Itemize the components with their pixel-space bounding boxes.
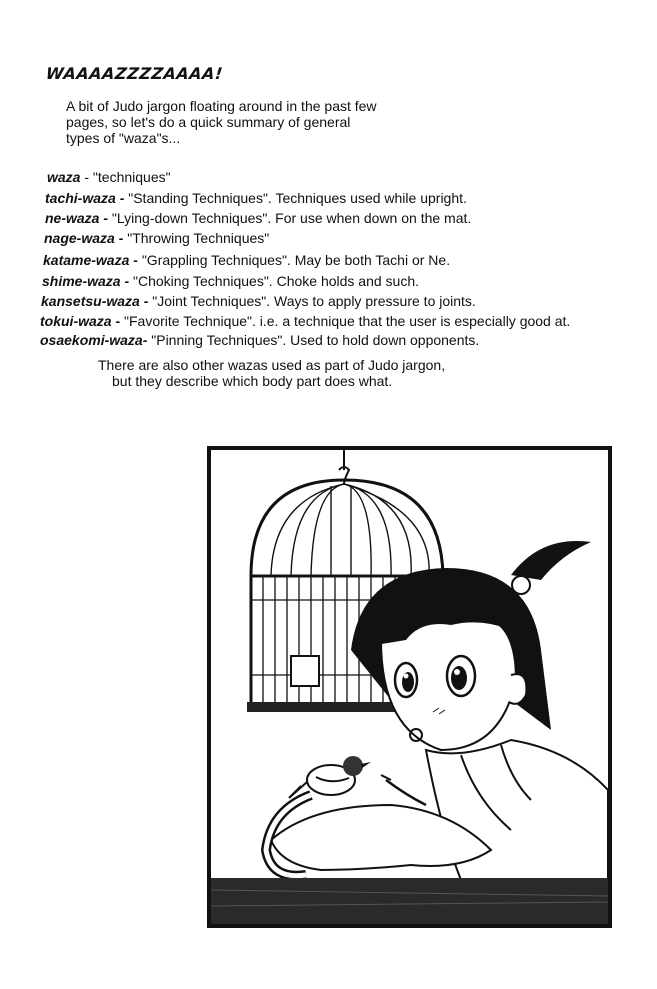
glossary-item bbox=[45, 189, 467, 207]
glossary-item bbox=[44, 229, 269, 247]
glossary-term: osaekomi-waza- bbox=[40, 332, 148, 348]
glossary-item bbox=[42, 272, 419, 290]
outro-paragraph bbox=[98, 357, 518, 389]
outro-line: There are also other wazas used as part of Judo jargon, bbox=[98, 357, 446, 373]
manga-panel bbox=[207, 446, 612, 928]
glossary-term: katame-waza - bbox=[43, 252, 138, 268]
glossary-item bbox=[43, 251, 450, 269]
glossary-item bbox=[45, 209, 471, 227]
glossary-desc: "Pinning Techniques". Used to hold down opponents. bbox=[151, 332, 480, 348]
glossary-desc: "Lying-down Techniques". For use when down on the mat. bbox=[111, 210, 472, 226]
glossary-term: shime-waza - bbox=[42, 273, 130, 289]
page-title: WAAAAZZZZAAAA! bbox=[45, 64, 224, 83]
glossary-separator: - bbox=[80, 169, 93, 185]
glossary-term: waza bbox=[47, 169, 81, 185]
glossary-term: kansetsu-waza - bbox=[41, 293, 149, 309]
glossary-item bbox=[47, 168, 171, 186]
glossary-desc: "Favorite Technique". i.e. a technique that the user is especially good at. bbox=[124, 313, 571, 329]
glossary-desc: "Choking Techniques". Choke holds and such. bbox=[133, 273, 420, 289]
glossary-desc: "Grappling Techniques". May be both Tachi or Ne. bbox=[141, 252, 451, 268]
intro-line: pages, so let's do a quick summary of general bbox=[66, 114, 351, 130]
glossary-desc: "Joint Techniques". Ways to apply pressure to joints. bbox=[152, 293, 476, 309]
glossary-item bbox=[40, 312, 570, 330]
girl-with-bird-illustration-icon bbox=[211, 450, 608, 924]
glossary-desc: "Standing Techniques". Techniques used while upright. bbox=[128, 190, 467, 206]
intro-line: A bit of Judo jargon floating around in the past few bbox=[66, 98, 377, 114]
glossary-term: ne-waza - bbox=[45, 210, 109, 226]
glossary-desc: "techniques" bbox=[92, 169, 171, 185]
intro-paragraph bbox=[66, 98, 426, 146]
glossary-desc: "Throwing Techniques" bbox=[127, 230, 270, 246]
glossary-item bbox=[41, 292, 476, 310]
glossary-term: tokui-waza - bbox=[40, 313, 121, 329]
glossary-term: tachi-waza - bbox=[45, 190, 125, 206]
glossary-item bbox=[40, 331, 479, 349]
intro-line: types of "waza"s... bbox=[66, 130, 181, 146]
glossary-term: nage-waza - bbox=[44, 230, 124, 246]
outro-line: but they describe which body part does what. bbox=[112, 373, 393, 389]
